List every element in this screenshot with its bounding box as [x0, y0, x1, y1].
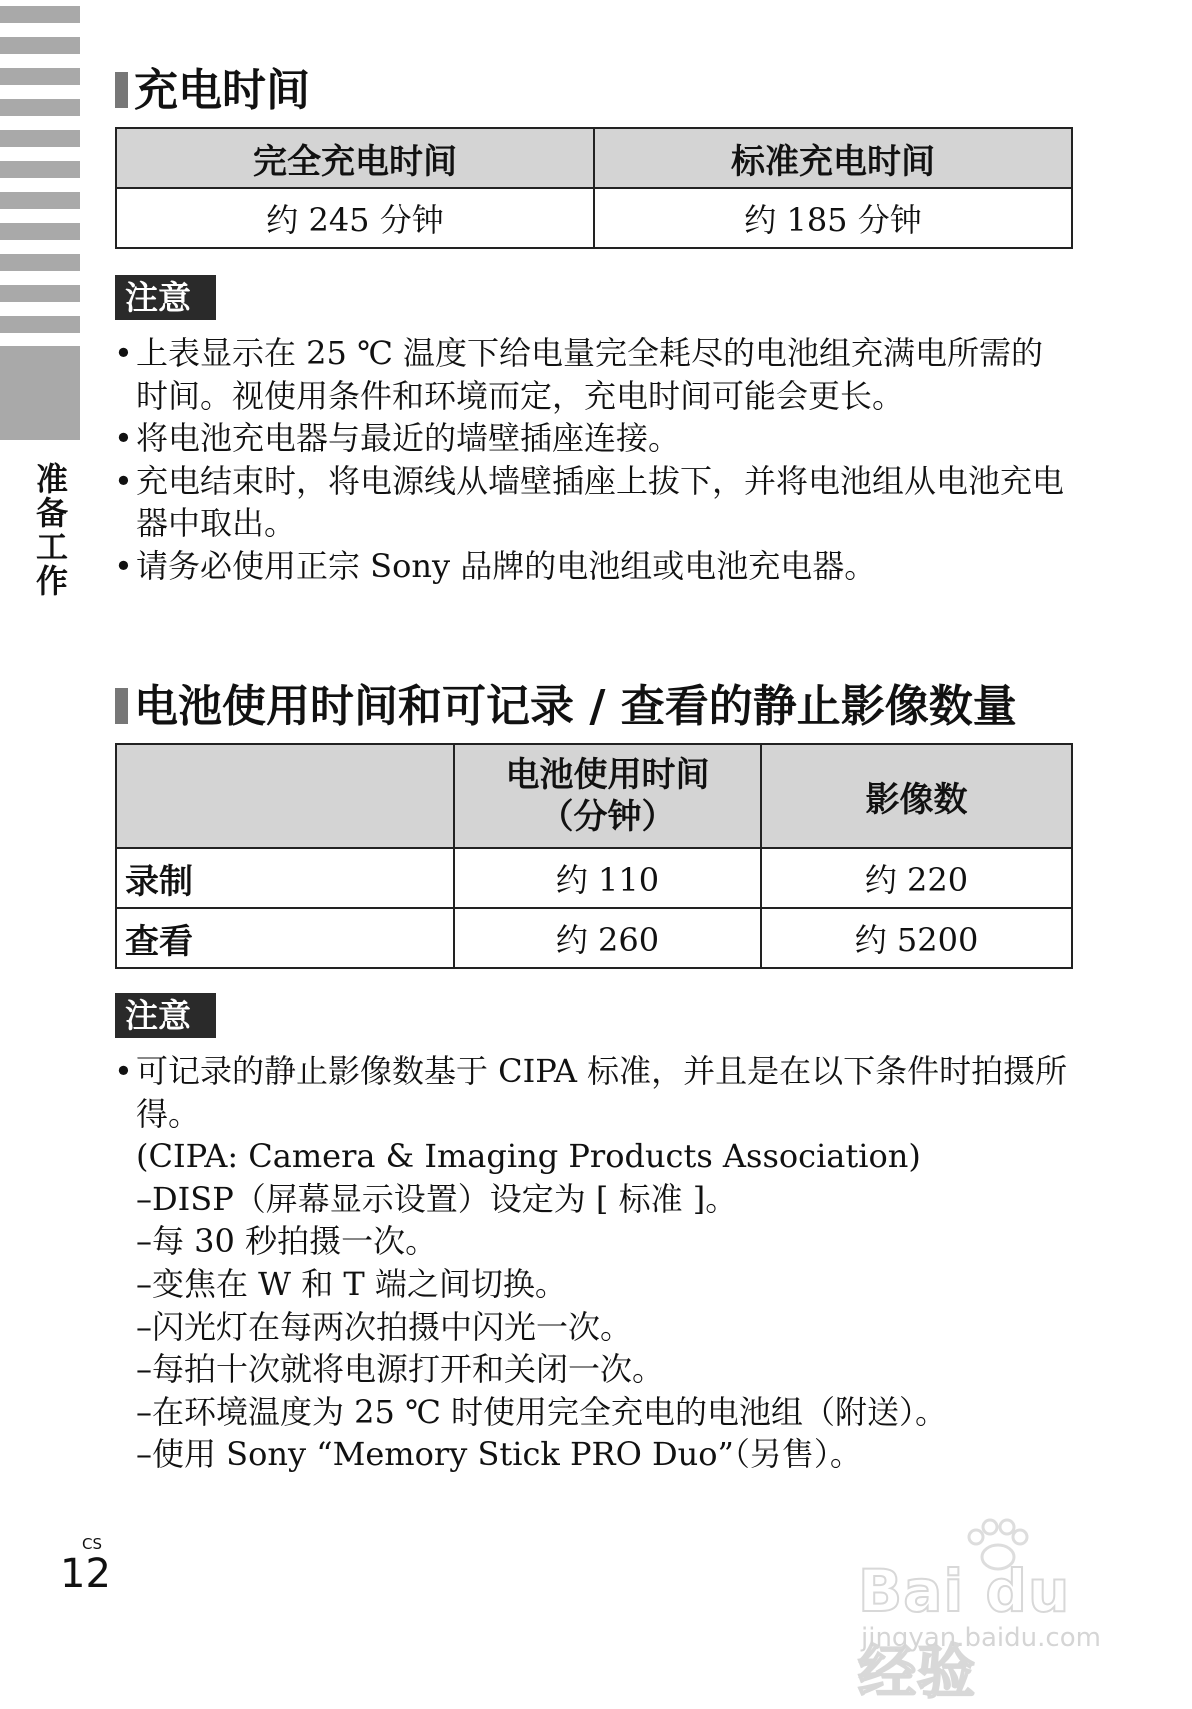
table-cell: 约 220	[761, 848, 1072, 908]
page-number: 12	[60, 1551, 111, 1597]
side-stripe	[0, 99, 80, 116]
side-stripe	[0, 130, 80, 147]
side-stripe	[0, 223, 80, 240]
heading-text: 充电时间	[134, 65, 310, 116]
section-heading-battery-life	[115, 682, 1017, 732]
side-stripe	[0, 6, 80, 23]
table-cell: 约 185 分钟	[594, 188, 1072, 248]
watermark-logo	[858, 1515, 1138, 1706]
header-line: （分钟）	[539, 797, 676, 837]
side-tab-stripes	[0, 0, 80, 345]
condition-item: –使用 Sony “Memory Stick PRO Duo”（另售）。	[136, 1435, 862, 1474]
side-tab-block	[0, 346, 80, 440]
condition-item: –变焦在 W 和 T 端之间切换。	[136, 1264, 567, 1303]
section-heading-charging-time	[115, 66, 310, 116]
watermark-brand: Bai du 经验	[858, 1557, 1071, 1706]
list-item: • 可记录的静止影像数基于 CIPA 标准，并且是在以下条件时拍摄所得。	[114, 1050, 1069, 1135]
watermark-url: jingyan.baidu.com	[861, 1623, 1101, 1653]
page-suffix: CS	[82, 1535, 102, 1553]
table-cell: 约 245 分钟	[116, 188, 594, 248]
side-stripe	[0, 192, 80, 209]
side-stripe	[0, 37, 80, 54]
header-line: 电池使用时间	[505, 755, 710, 795]
heading-bar-icon	[115, 72, 128, 108]
side-stripe	[0, 68, 80, 85]
condition-item: –每 30 秒拍摄一次。	[136, 1222, 438, 1261]
table-cell: 约 5200	[761, 908, 1072, 968]
charging-time-table	[115, 127, 1073, 249]
list-item: • 充电结束时，将电源线从墙壁插座上拔下，并将电池组从电池充电器中取出。	[114, 460, 1069, 545]
table-header	[116, 744, 454, 848]
row-label: 录制	[116, 848, 454, 908]
battery-notes	[114, 1050, 1069, 1476]
table-header: 标准充电时间	[594, 128, 1072, 188]
condition-item: –DISP（屏幕显示设置）设定为 [ 标准 ]。	[136, 1179, 738, 1218]
table-cell: 约 110	[454, 848, 761, 908]
note-label: 注意	[115, 275, 216, 320]
battery-life-table	[115, 743, 1073, 969]
condition-item: –每拍十次就将电源打开和关闭一次。	[136, 1350, 665, 1389]
side-stripe	[0, 316, 80, 333]
list-item: • 上表显示在 25 ℃ 温度下给电量完全耗尽的电池组充满电所需的时间。视使用条件和环境而定，充电时间可能会更长。	[114, 332, 1069, 417]
chapter-label: 准备工作	[31, 462, 69, 598]
side-stripe	[0, 254, 80, 271]
list-item: • 请务必使用正宗 Sony 品牌的电池组或电池充电器。	[114, 545, 1069, 588]
side-stripe	[0, 161, 80, 178]
heading-text: 电池使用时间和可记录 / 查看的静止影像数量	[134, 681, 1017, 732]
side-stripe	[0, 285, 80, 302]
charging-notes	[114, 332, 1069, 588]
heading-bar-icon	[115, 688, 128, 724]
table-header: 影像数	[761, 744, 1072, 848]
table-cell: 约 260	[454, 908, 761, 968]
table-header	[454, 744, 761, 848]
list-item: • 将电池充电器与最近的墙壁插座连接。	[114, 417, 1069, 460]
cipa-line: (CIPA: Camera & Imaging Products Association)	[136, 1137, 921, 1176]
row-label: 查看	[116, 908, 454, 968]
table-header: 完全充电时间	[116, 128, 594, 188]
condition-item: –闪光灯在每两次拍摄中闪光一次。	[136, 1307, 633, 1346]
condition-item: –在环境温度为 25 ℃ 时使用完全充电的电池组（附送）。	[136, 1392, 948, 1431]
note-label: 注意	[115, 993, 216, 1038]
